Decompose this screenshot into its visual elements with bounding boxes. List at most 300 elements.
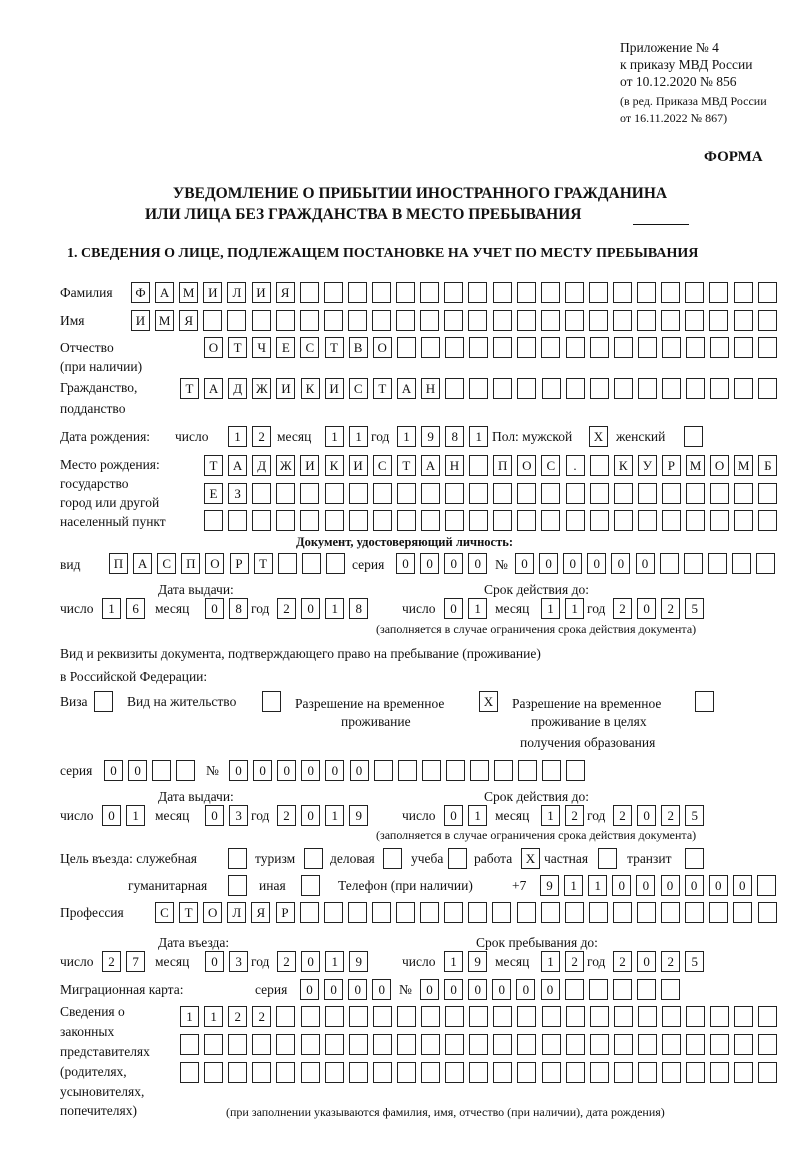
char-box[interactable] (614, 1034, 633, 1055)
char-box[interactable]: 1 (468, 805, 487, 826)
char-box[interactable]: 0 (587, 553, 606, 574)
char-box[interactable]: 0 (685, 875, 704, 896)
char-box[interactable]: 2 (661, 805, 680, 826)
char-box[interactable] (469, 483, 488, 504)
char-box[interactable] (589, 979, 608, 1000)
char-box[interactable] (758, 310, 777, 331)
char-box[interactable] (349, 483, 368, 504)
char-box[interactable]: 5 (685, 598, 704, 619)
char-box[interactable] (325, 1062, 344, 1083)
char-box[interactable]: 9 (468, 951, 487, 972)
char-box[interactable] (176, 760, 195, 781)
char-box[interactable] (637, 282, 656, 303)
char-box[interactable]: М (155, 310, 174, 331)
char-box[interactable] (638, 337, 657, 358)
char-box[interactable] (517, 483, 536, 504)
char-box[interactable] (204, 1034, 223, 1055)
char-box[interactable] (445, 378, 464, 399)
char-box[interactable] (614, 378, 633, 399)
char-box[interactable]: О (203, 902, 222, 923)
char-box[interactable]: И (276, 378, 295, 399)
char-box[interactable]: Л (227, 902, 246, 923)
char-box[interactable] (262, 691, 281, 712)
char-box[interactable] (383, 848, 402, 869)
char-box[interactable] (614, 510, 633, 531)
char-box[interactable]: 2 (613, 598, 632, 619)
char-box[interactable] (396, 282, 415, 303)
char-box[interactable] (468, 902, 487, 923)
char-box[interactable] (421, 510, 440, 531)
char-box[interactable] (301, 1006, 320, 1027)
char-box[interactable] (180, 1034, 199, 1055)
char-box[interactable]: 2 (661, 598, 680, 619)
char-box[interactable] (372, 902, 391, 923)
char-box[interactable]: 2 (102, 951, 121, 972)
char-box[interactable] (445, 1034, 464, 1055)
char-box[interactable] (710, 1062, 729, 1083)
char-box[interactable]: С (541, 455, 560, 476)
char-box[interactable] (493, 337, 512, 358)
char-box[interactable]: 1 (325, 805, 344, 826)
char-box[interactable]: О (373, 337, 392, 358)
char-box[interactable] (493, 1062, 512, 1083)
char-box[interactable] (348, 282, 367, 303)
char-box[interactable] (349, 1034, 368, 1055)
char-box[interactable]: А (204, 378, 223, 399)
char-box[interactable] (228, 1034, 247, 1055)
char-box[interactable] (469, 1062, 488, 1083)
char-box[interactable] (661, 902, 680, 923)
char-box[interactable]: 0 (420, 553, 439, 574)
char-box[interactable]: К (301, 378, 320, 399)
char-box[interactable] (324, 282, 343, 303)
char-box[interactable]: Ж (276, 455, 295, 476)
char-box[interactable] (710, 1034, 729, 1055)
char-box[interactable]: М (179, 282, 198, 303)
char-box[interactable] (276, 483, 295, 504)
char-box[interactable] (349, 510, 368, 531)
char-box[interactable]: Б (758, 455, 777, 476)
char-box[interactable]: Е (204, 483, 223, 504)
char-box[interactable]: 8 (349, 598, 368, 619)
char-box[interactable] (638, 378, 657, 399)
char-box[interactable] (638, 1006, 657, 1027)
char-box[interactable]: 0 (444, 553, 463, 574)
char-box[interactable]: 2 (613, 805, 632, 826)
char-box[interactable] (710, 1006, 729, 1027)
char-box[interactable] (734, 337, 753, 358)
char-box[interactable] (469, 1034, 488, 1055)
char-box[interactable]: 0 (444, 598, 463, 619)
char-box[interactable] (469, 455, 488, 476)
char-box[interactable] (590, 1034, 609, 1055)
char-box[interactable] (565, 282, 584, 303)
char-box[interactable] (397, 1062, 416, 1083)
char-box[interactable]: 0 (516, 979, 535, 1000)
char-box[interactable] (373, 483, 392, 504)
char-box[interactable] (734, 483, 753, 504)
char-box[interactable] (734, 1034, 753, 1055)
char-box[interactable]: Ф (131, 282, 150, 303)
char-box[interactable]: 2 (252, 426, 271, 447)
char-box[interactable] (758, 1062, 777, 1083)
char-box[interactable] (252, 1062, 271, 1083)
char-box[interactable] (518, 760, 537, 781)
char-box[interactable]: 0 (300, 979, 319, 1000)
char-box[interactable] (397, 483, 416, 504)
char-box[interactable] (252, 1034, 271, 1055)
char-box[interactable] (396, 310, 415, 331)
char-box[interactable] (638, 483, 657, 504)
char-box[interactable] (421, 483, 440, 504)
char-box[interactable] (566, 337, 585, 358)
char-box[interactable]: X (589, 426, 608, 447)
char-box[interactable]: 5 (685, 951, 704, 972)
char-box[interactable]: 2 (277, 598, 296, 619)
char-box[interactable] (565, 902, 584, 923)
char-box[interactable] (397, 1034, 416, 1055)
char-box[interactable] (493, 310, 512, 331)
char-box[interactable] (710, 483, 729, 504)
char-box[interactable]: 0 (325, 760, 344, 781)
char-box[interactable]: 2 (565, 805, 584, 826)
char-box[interactable]: 1 (349, 426, 368, 447)
char-box[interactable] (373, 510, 392, 531)
char-box[interactable]: 0 (637, 805, 656, 826)
char-box[interactable]: 1 (468, 598, 487, 619)
char-box[interactable]: К (614, 455, 633, 476)
char-box[interactable]: Т (228, 337, 247, 358)
char-box[interactable] (300, 902, 319, 923)
char-box[interactable] (469, 510, 488, 531)
char-box[interactable] (686, 378, 705, 399)
char-box[interactable]: 8 (445, 426, 464, 447)
char-box[interactable]: И (349, 455, 368, 476)
char-box[interactable] (326, 553, 345, 574)
char-box[interactable]: С (157, 553, 176, 574)
char-box[interactable]: 5 (685, 805, 704, 826)
char-box[interactable]: 0 (277, 760, 296, 781)
char-box[interactable] (517, 1034, 536, 1055)
char-box[interactable]: П (181, 553, 200, 574)
char-box[interactable] (566, 1062, 585, 1083)
char-box[interactable] (541, 510, 560, 531)
char-box[interactable]: Н (421, 378, 440, 399)
char-box[interactable] (444, 310, 463, 331)
char-box[interactable] (566, 1006, 585, 1027)
char-box[interactable] (180, 1062, 199, 1083)
char-box[interactable]: 0 (229, 760, 248, 781)
char-box[interactable] (566, 483, 585, 504)
char-box[interactable] (734, 1062, 753, 1083)
char-box[interactable]: 0 (205, 951, 224, 972)
char-box[interactable] (469, 1006, 488, 1027)
char-box[interactable]: X (521, 848, 540, 869)
char-box[interactable]: С (300, 337, 319, 358)
char-box[interactable] (94, 691, 113, 712)
char-box[interactable] (590, 1006, 609, 1027)
char-box[interactable] (445, 337, 464, 358)
char-box[interactable]: Д (228, 378, 247, 399)
char-box[interactable]: Ч (252, 337, 271, 358)
char-box[interactable] (493, 510, 512, 531)
char-box[interactable]: С (349, 378, 368, 399)
char-box[interactable]: 2 (565, 951, 584, 972)
char-box[interactable] (517, 282, 536, 303)
char-box[interactable]: 0 (420, 979, 439, 1000)
char-box[interactable] (638, 1062, 657, 1083)
title-blank-line[interactable] (633, 206, 689, 225)
char-box[interactable] (598, 848, 617, 869)
char-box[interactable] (300, 310, 319, 331)
char-box[interactable] (590, 510, 609, 531)
char-box[interactable] (276, 510, 295, 531)
char-box[interactable] (734, 282, 753, 303)
char-box[interactable] (590, 337, 609, 358)
char-box[interactable]: 0 (733, 875, 752, 896)
char-box[interactable] (252, 310, 271, 331)
char-box[interactable] (590, 483, 609, 504)
char-box[interactable] (398, 760, 417, 781)
char-box[interactable]: Д (252, 455, 271, 476)
char-box[interactable]: 1 (564, 875, 583, 896)
char-box[interactable]: 0 (636, 875, 655, 896)
char-box[interactable] (660, 553, 679, 574)
char-box[interactable] (228, 1062, 247, 1083)
char-box[interactable] (613, 979, 632, 1000)
char-box[interactable] (684, 426, 703, 447)
char-box[interactable] (542, 760, 561, 781)
char-box[interactable]: 0 (350, 760, 369, 781)
char-box[interactable] (493, 282, 512, 303)
char-box[interactable] (325, 1006, 344, 1027)
char-box[interactable] (541, 483, 560, 504)
char-box[interactable] (373, 1062, 392, 1083)
char-box[interactable] (661, 282, 680, 303)
char-box[interactable] (661, 310, 680, 331)
char-box[interactable] (517, 378, 536, 399)
char-box[interactable] (614, 483, 633, 504)
char-box[interactable] (349, 1062, 368, 1083)
char-box[interactable] (397, 337, 416, 358)
char-box[interactable]: . (566, 455, 585, 476)
char-box[interactable] (228, 875, 247, 896)
char-box[interactable] (445, 1006, 464, 1027)
char-box[interactable]: С (373, 455, 392, 476)
char-box[interactable]: 0 (396, 553, 415, 574)
char-box[interactable] (397, 1006, 416, 1027)
char-box[interactable]: 9 (540, 875, 559, 896)
char-box[interactable] (733, 902, 752, 923)
char-box[interactable] (493, 483, 512, 504)
char-box[interactable] (349, 1006, 368, 1027)
char-box[interactable] (542, 378, 561, 399)
char-box[interactable]: М (734, 455, 753, 476)
char-box[interactable]: Я (179, 310, 198, 331)
char-box[interactable]: 0 (253, 760, 272, 781)
char-box[interactable]: 1 (444, 951, 463, 972)
char-box[interactable]: 1 (397, 426, 416, 447)
char-box[interactable]: И (203, 282, 222, 303)
char-box[interactable] (565, 979, 584, 1000)
char-box[interactable]: 1 (541, 598, 560, 619)
char-box[interactable]: И (131, 310, 150, 331)
char-box[interactable] (276, 310, 295, 331)
char-box[interactable] (152, 760, 171, 781)
char-box[interactable] (445, 1062, 464, 1083)
char-box[interactable] (614, 1006, 633, 1027)
char-box[interactable] (276, 1034, 295, 1055)
char-box[interactable]: А (228, 455, 247, 476)
char-box[interactable]: О (517, 455, 536, 476)
char-box[interactable] (686, 510, 705, 531)
char-box[interactable]: 0 (637, 951, 656, 972)
char-box[interactable]: Т (179, 902, 198, 923)
char-box[interactable]: 1 (102, 598, 121, 619)
char-box[interactable] (758, 337, 777, 358)
char-box[interactable]: 0 (539, 553, 558, 574)
char-box[interactable] (662, 483, 681, 504)
char-box[interactable] (541, 902, 560, 923)
char-box[interactable]: 0 (324, 979, 343, 1000)
char-box[interactable] (710, 510, 729, 531)
char-box[interactable]: 2 (613, 951, 632, 972)
char-box[interactable] (661, 979, 680, 1000)
char-box[interactable]: Т (397, 455, 416, 476)
char-box[interactable] (204, 1062, 223, 1083)
char-box[interactable]: 1 (126, 805, 145, 826)
char-box[interactable]: 0 (301, 598, 320, 619)
char-box[interactable] (734, 310, 753, 331)
char-box[interactable]: 1 (325, 598, 344, 619)
char-box[interactable]: Н (445, 455, 464, 476)
char-box[interactable] (686, 483, 705, 504)
char-box[interactable] (493, 1034, 512, 1055)
char-box[interactable] (685, 902, 704, 923)
char-box[interactable]: 1 (325, 426, 344, 447)
char-box[interactable]: Р (230, 553, 249, 574)
char-box[interactable] (662, 378, 681, 399)
char-box[interactable] (662, 1062, 681, 1083)
char-box[interactable]: 0 (301, 805, 320, 826)
char-box[interactable] (446, 760, 465, 781)
char-box[interactable] (396, 902, 415, 923)
char-box[interactable] (276, 1062, 295, 1083)
char-box[interactable] (444, 902, 463, 923)
char-box[interactable] (686, 337, 705, 358)
char-box[interactable] (637, 979, 656, 1000)
char-box[interactable] (662, 337, 681, 358)
char-box[interactable] (372, 282, 391, 303)
char-box[interactable] (492, 902, 511, 923)
char-box[interactable]: 3 (229, 951, 248, 972)
char-box[interactable] (517, 1006, 536, 1027)
char-box[interactable]: 0 (637, 598, 656, 619)
char-box[interactable]: 0 (515, 553, 534, 574)
char-box[interactable] (734, 378, 753, 399)
char-box[interactable] (710, 378, 729, 399)
char-box[interactable] (278, 553, 297, 574)
char-box[interactable] (470, 760, 489, 781)
char-box[interactable]: 0 (492, 979, 511, 1000)
char-box[interactable]: 7 (126, 951, 145, 972)
char-box[interactable] (421, 1006, 440, 1027)
char-box[interactable] (758, 510, 777, 531)
char-box[interactable]: 9 (421, 426, 440, 447)
char-box[interactable]: В (349, 337, 368, 358)
char-box[interactable] (493, 378, 512, 399)
char-box[interactable]: 0 (563, 553, 582, 574)
char-box[interactable] (445, 510, 464, 531)
char-box[interactable]: 0 (348, 979, 367, 1000)
char-box[interactable] (300, 510, 319, 531)
char-box[interactable] (758, 483, 777, 504)
char-box[interactable]: Я (251, 902, 270, 923)
char-box[interactable]: Ж (252, 378, 271, 399)
char-box[interactable]: П (109, 553, 128, 574)
char-box[interactable] (374, 760, 393, 781)
char-box[interactable] (566, 760, 585, 781)
char-box[interactable] (542, 1034, 561, 1055)
char-box[interactable]: 0 (541, 979, 560, 1000)
char-box[interactable]: Р (662, 455, 681, 476)
char-box[interactable] (420, 902, 439, 923)
char-box[interactable] (373, 1034, 392, 1055)
char-box[interactable] (734, 510, 753, 531)
char-box[interactable]: 1 (228, 426, 247, 447)
char-box[interactable] (227, 310, 246, 331)
char-box[interactable]: С (155, 902, 174, 923)
char-box[interactable] (421, 1034, 440, 1055)
char-box[interactable]: 1 (180, 1006, 199, 1027)
char-box[interactable] (756, 553, 775, 574)
char-box[interactable] (732, 553, 751, 574)
char-box[interactable] (710, 337, 729, 358)
char-box[interactable] (304, 848, 323, 869)
char-box[interactable] (637, 902, 656, 923)
char-box[interactable] (469, 378, 488, 399)
char-box[interactable]: А (133, 553, 152, 574)
char-box[interactable] (758, 378, 777, 399)
char-box[interactable] (325, 1034, 344, 1055)
char-box[interactable] (590, 378, 609, 399)
char-box[interactable] (468, 310, 487, 331)
char-box[interactable] (613, 310, 632, 331)
char-box[interactable]: М (686, 455, 705, 476)
char-box[interactable]: 1 (565, 598, 584, 619)
char-box[interactable] (566, 378, 585, 399)
char-box[interactable] (589, 282, 608, 303)
char-box[interactable] (541, 337, 560, 358)
char-box[interactable] (541, 282, 560, 303)
char-box[interactable] (662, 510, 681, 531)
char-box[interactable] (614, 1062, 633, 1083)
char-box[interactable]: 1 (541, 951, 560, 972)
char-box[interactable] (420, 282, 439, 303)
char-box[interactable]: 0 (468, 553, 487, 574)
char-box[interactable] (590, 455, 609, 476)
char-box[interactable] (324, 310, 343, 331)
char-box[interactable]: 6 (126, 598, 145, 619)
char-box[interactable] (613, 902, 632, 923)
char-box[interactable] (517, 1062, 536, 1083)
char-box[interactable]: 2 (228, 1006, 247, 1027)
char-box[interactable] (301, 875, 320, 896)
char-box[interactable]: 0 (612, 875, 631, 896)
char-box[interactable] (325, 510, 344, 531)
char-box[interactable]: А (155, 282, 174, 303)
char-box[interactable] (494, 760, 513, 781)
